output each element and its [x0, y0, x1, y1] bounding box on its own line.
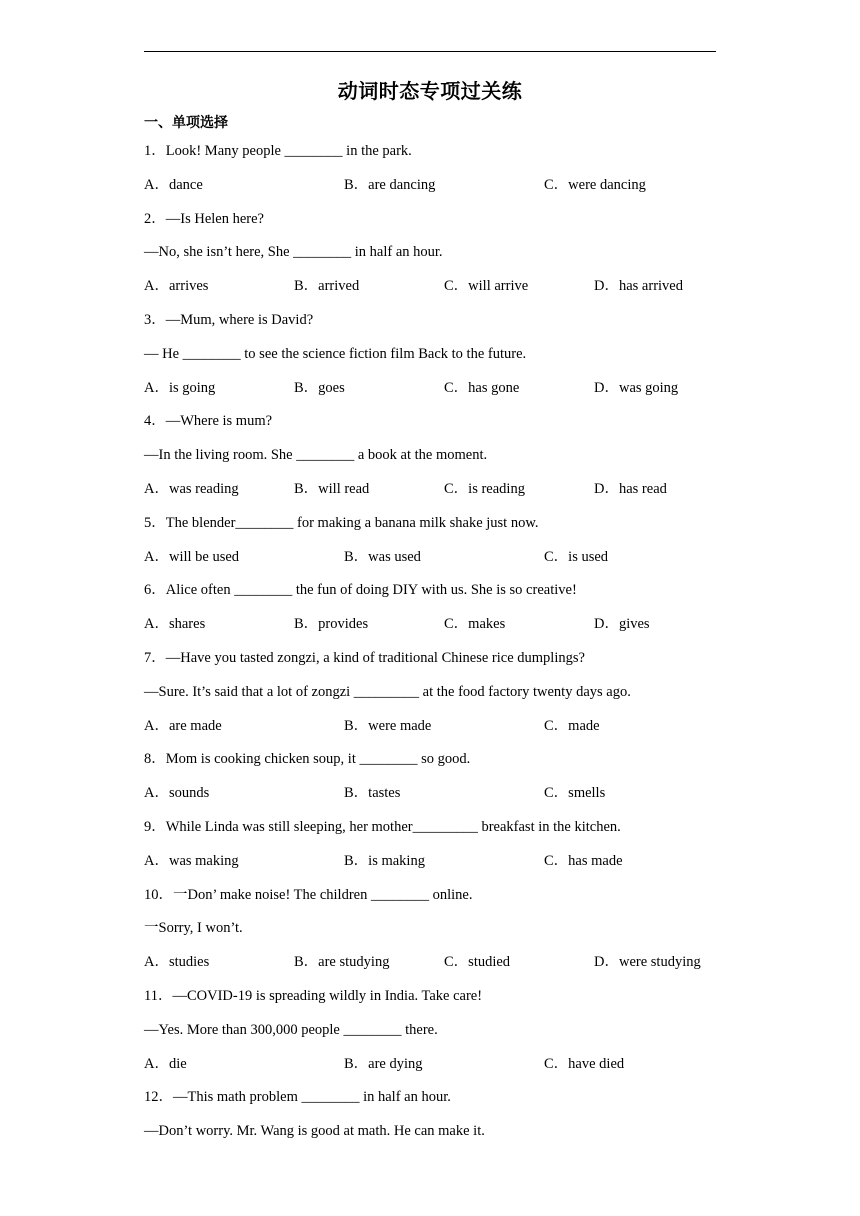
question-stem: 2．—Is Helen here? [144, 210, 264, 227]
answer-option: A．arrives [144, 278, 209, 295]
answer-option: D．gives [594, 616, 650, 633]
answer-option: C．is used [544, 548, 609, 565]
question-dialogue-line: — He ________ to see the science fiction film Back to the future. [144, 345, 527, 362]
answer-option: A．dance [144, 176, 203, 193]
answer-option: C．makes [444, 616, 506, 633]
question-dialogue-line: —No, she isn’t here, She ________ in half an hour. [144, 244, 443, 261]
question-dialogue-line: —In the living room. She ________ a book at the moment. [144, 447, 488, 464]
answer-option: B．were made [344, 717, 432, 734]
answer-option: A．was making [144, 852, 239, 869]
answer-option: B．are studying [294, 954, 390, 971]
question-stem: 3．—Mum, where is David? [144, 312, 314, 328]
answer-option: A．is going [144, 379, 216, 396]
answer-option: D．has read [594, 481, 667, 497]
answer-option: C．were dancing [544, 176, 646, 193]
question-stem: 12．—This math problem ________ in half an hour. [144, 1089, 451, 1106]
question-dialogue-line: 一Sorry, I won’t. [144, 920, 243, 937]
answer-option: C．made [544, 717, 600, 734]
question-stem: 6．Alice often ________ the fun of doing DIY with us. She is so creative! [144, 582, 577, 599]
question-stem: 4．—Where is mum? [144, 413, 273, 430]
answer-option: D．has arrived [594, 278, 683, 295]
question-dialogue-line: —Sure. It’s said that a lot of zongzi _________ at the food factory twenty days ago. [144, 683, 631, 700]
question-stem: 7．—Have you tasted zongzi, a kind of traditional Chinese rice dumplings? [144, 650, 585, 666]
question-stem: 9．While Linda was still sleeping, her mother_________ breakfast in the kitchen. [144, 819, 621, 835]
answer-option: C．has gone [444, 379, 520, 396]
answer-option: C．will arrive [444, 278, 529, 295]
answer-option: B．are dying [344, 1055, 423, 1072]
page-title: 动词时态专项过关练 [337, 79, 523, 103]
answer-option: C．smells [544, 785, 606, 802]
question-stem: 10．一Don’ make noise! The children ________ online. [144, 886, 473, 903]
answer-option: A．die [144, 1055, 187, 1072]
answer-option: B．goes [294, 379, 345, 396]
answer-option: A．shares [144, 616, 206, 633]
answer-option: B．provides [294, 616, 369, 633]
answer-option: C．is reading [444, 481, 525, 497]
answer-option: B．is making [344, 852, 425, 869]
answer-option: B．arrived [294, 278, 360, 295]
answer-option: C．studied [444, 954, 511, 971]
answer-option: B．tastes [344, 785, 401, 802]
answer-option: D．were studying [594, 954, 701, 971]
answer-option: A．are made [144, 717, 222, 734]
answer-option: A．was reading [144, 481, 239, 497]
section-heading: 一、单项选择 [144, 115, 228, 131]
header-rule [144, 51, 716, 52]
answer-option: A．studies [144, 954, 210, 971]
question-stem: 8．Mom is cooking chicken soup, it ________ so good. [144, 751, 471, 768]
answer-option: A．will be used [144, 548, 240, 565]
question-stem: 1．Look! Many people ________ in the park. [144, 143, 412, 159]
answer-option: D．was going [594, 379, 679, 396]
answer-option: B．was used [344, 548, 421, 565]
answer-option: C．have died [544, 1055, 625, 1072]
answer-option: A．sounds [144, 785, 210, 802]
answer-option: B．are dancing [344, 176, 436, 193]
answer-option: C．has made [544, 852, 623, 869]
answer-option: B．will read [294, 481, 370, 497]
question-stem: 11．—COVID-19 is spreading wildly in India. Take care! [144, 988, 483, 1004]
question-dialogue-line: —Don’t worry. Mr. Wang is good at math. He can make it. [144, 1123, 485, 1140]
question-stem: 5．The blender________ for making a banana milk shake just now. [144, 514, 539, 531]
question-dialogue-line: —Yes. More than 300,000 people ________ there. [144, 1021, 438, 1038]
